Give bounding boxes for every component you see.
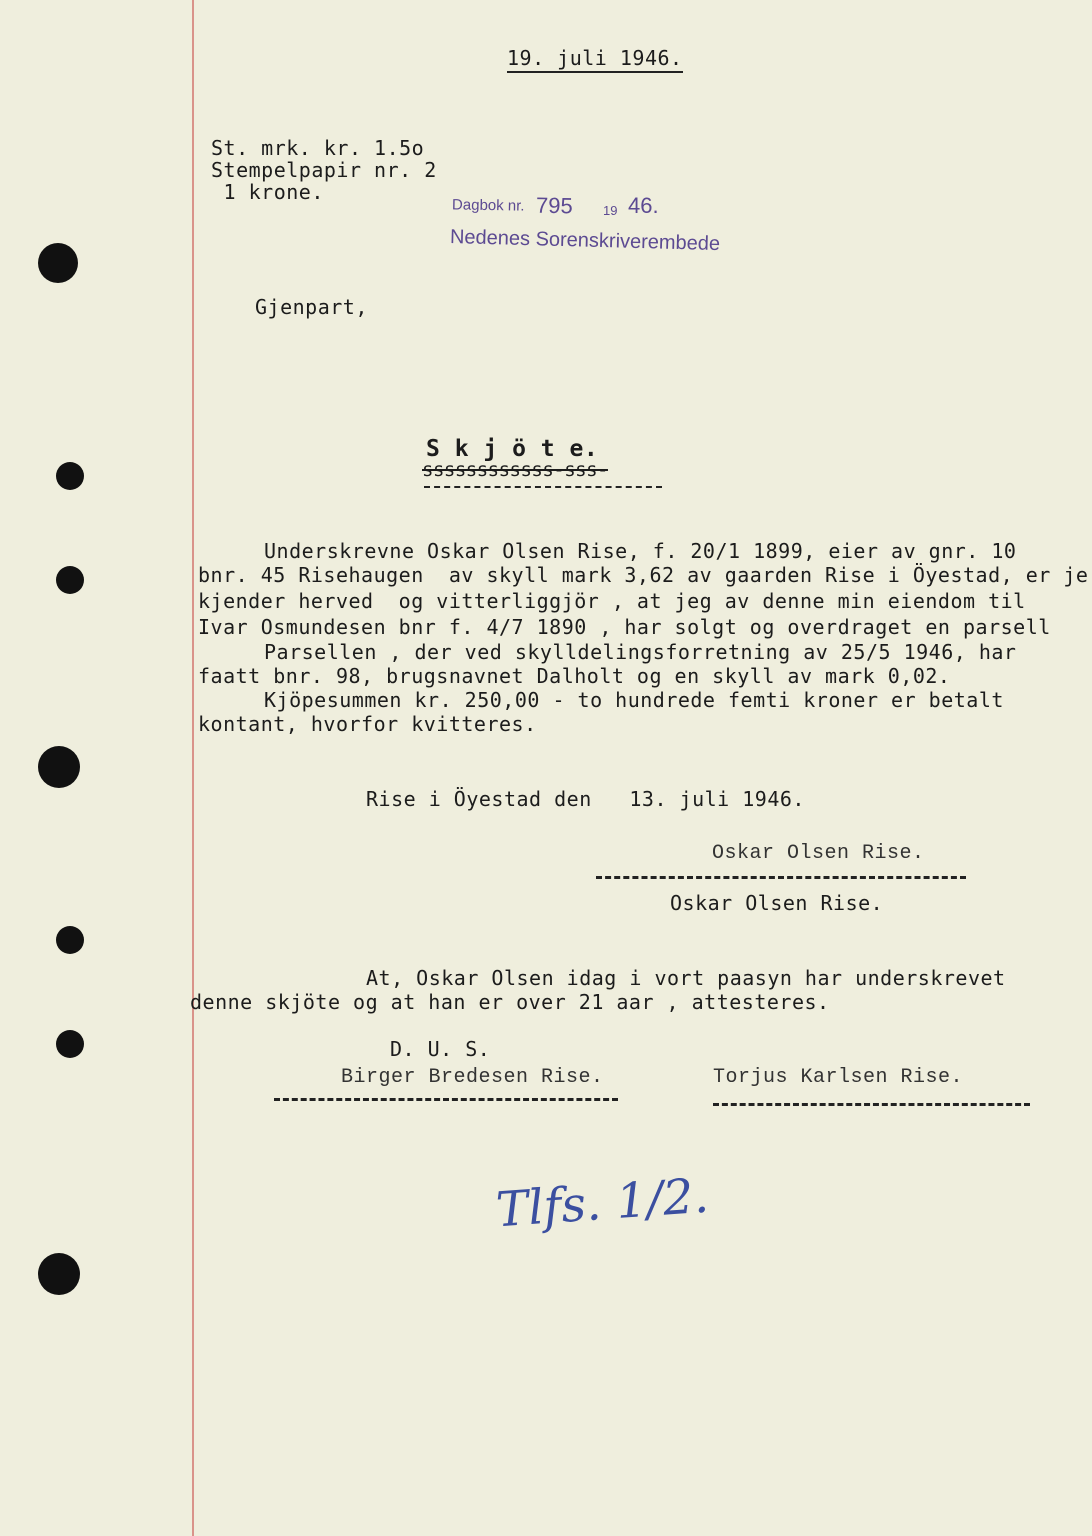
body-line: kjender herved og vitterliggjör , at jeg av denne min eiendom til	[198, 589, 1026, 613]
stamp-paper-line: 1 krone.	[211, 180, 324, 204]
document-title: S k j ö t e.	[426, 436, 599, 462]
body-line: Kjöpesummen kr. 250,00 - to hundrede femti kroner er betalt	[264, 688, 1004, 712]
punch-hole	[56, 462, 84, 490]
signature-line	[596, 876, 966, 879]
stamp-paper-line: Stempelpapir nr. 2	[211, 158, 437, 182]
attest-line: At, Oskar Olsen idag i vort paasyn har underskrevet	[366, 966, 1006, 990]
margin-line	[192, 0, 194, 1536]
body-line: kontant, hvorfor kvitteres.	[198, 712, 537, 736]
seller-name-typed: Oskar Olsen Rise.	[712, 842, 925, 865]
copy-label: Gjenpart,	[255, 295, 368, 319]
body-line: bnr. 45 Risehaugen av skyll mark 3,62 av gaarden Rise i Öyestad, er je	[198, 563, 1089, 587]
attest-line: denne skjöte og at han er over 21 aar , attesteres.	[190, 990, 830, 1014]
dagbok-century: 19	[603, 203, 618, 218]
place-date: Rise i Öyestad den 13. juli 1946.	[366, 787, 805, 811]
dagbok-number: 795	[535, 192, 573, 219]
court-office-stamp: Nedenes Sorenskriverembede	[449, 226, 721, 256]
witness-2-name: Torjus Karlsen Rise.	[713, 1066, 964, 1089]
punch-hole	[56, 926, 84, 954]
witness-1-name: Birger Bredesen Rise.	[341, 1066, 604, 1089]
witness-1-signature-line	[274, 1098, 618, 1101]
dagbok-year: 46.	[628, 193, 659, 218]
title-underline	[424, 486, 662, 488]
seller-signature-name: Oskar Olsen Rise.	[670, 891, 884, 915]
dagbok-stamp-label: Dagbok nr.	[451, 196, 525, 215]
body-line: faatt bnr. 98, brugsnavnet Dalholt og en skyll av mark 0,02.	[198, 664, 951, 688]
dus-label: D. U. S.	[390, 1037, 491, 1061]
body-line: Underskrevne Oskar Olsen Rise, f. 20/1 1899, eier av gnr. 10	[264, 539, 1017, 563]
punch-hole	[56, 566, 84, 594]
date-header: 19. juli 1946.	[507, 46, 683, 73]
punch-hole	[38, 746, 80, 788]
witness-2-signature-line	[713, 1103, 1030, 1106]
punch-hole	[38, 1253, 80, 1295]
title-strikeout: ssssssssssss-sss-	[422, 459, 608, 481]
punch-hole	[56, 1030, 84, 1058]
body-line: Ivar Osmundesen bnr f. 4/7 1890 , har solgt og overdraget en parsell	[198, 615, 1051, 639]
body-line: Parsellen , der ved skylldelingsforretning av 25/5 1946, har	[264, 640, 1017, 664]
handwritten-note: Tlfs. 1/2.	[494, 1167, 711, 1239]
punch-hole	[38, 243, 78, 283]
stamp-paper-line: St. mrk. kr. 1.5o	[211, 136, 425, 160]
